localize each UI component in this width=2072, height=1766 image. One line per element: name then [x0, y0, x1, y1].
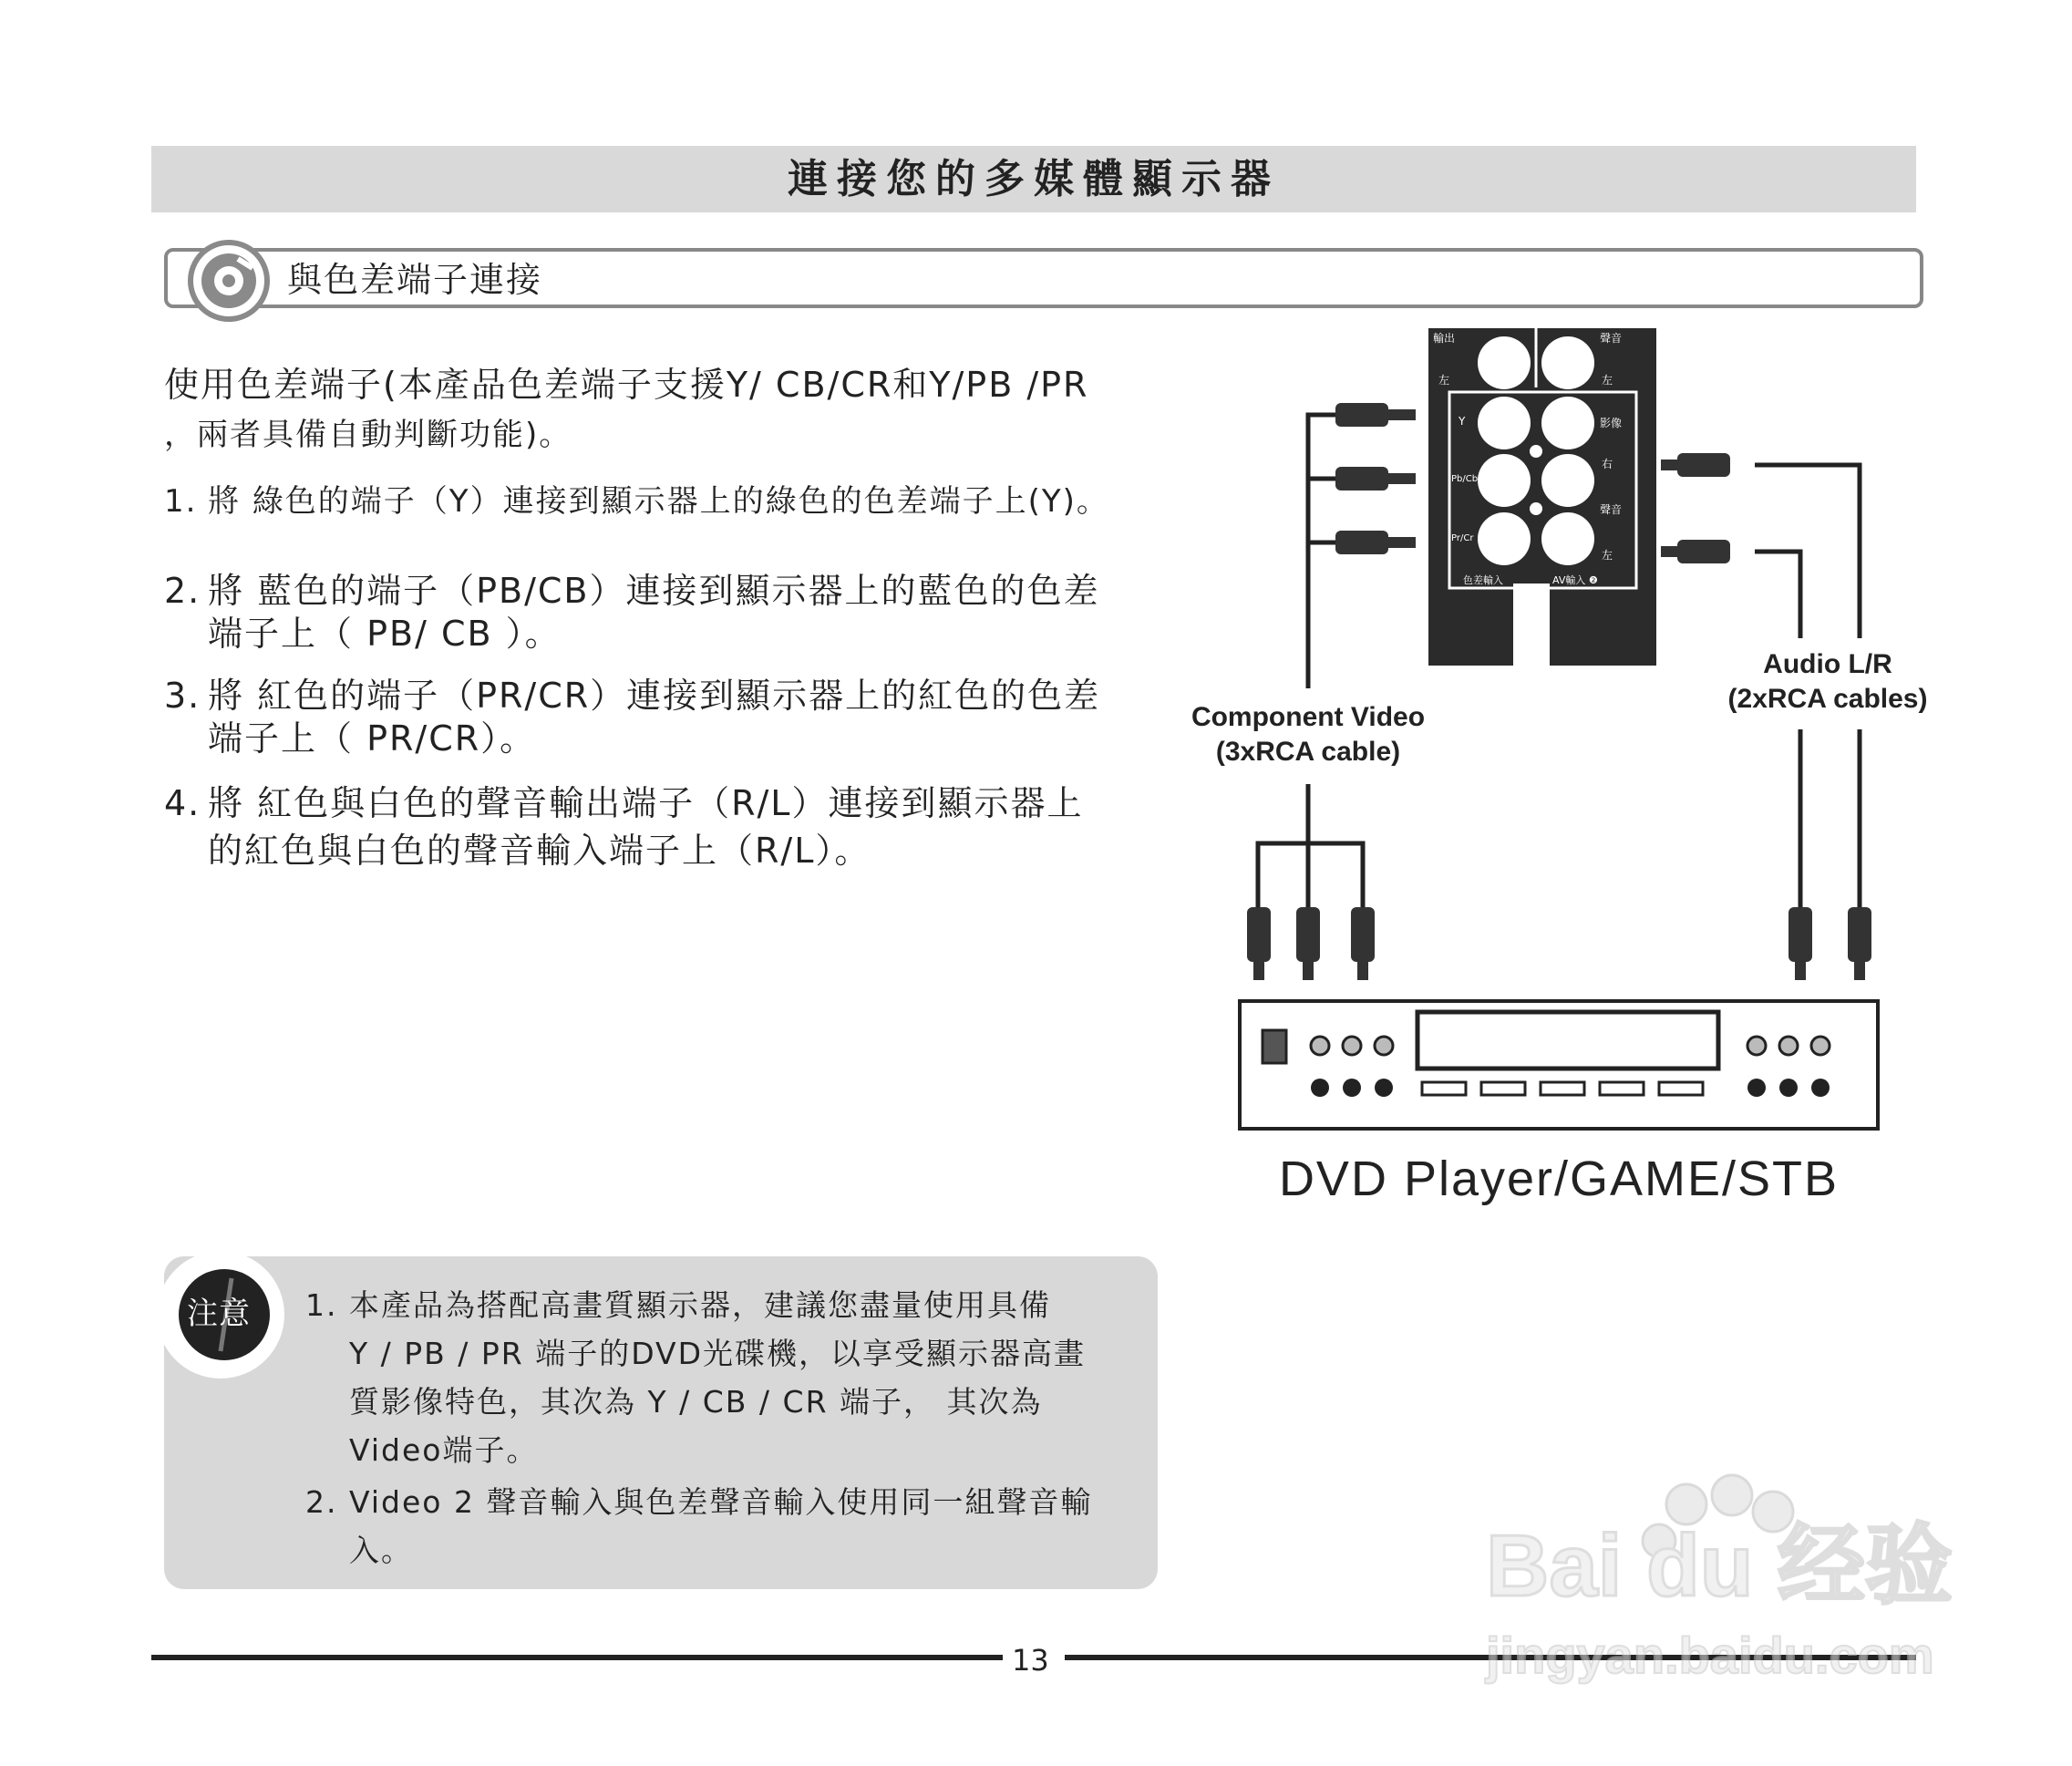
panel-label: 左 [1438, 374, 1450, 387]
rca-plug-icon [1661, 453, 1871, 980]
note-line: 本產品為搭配高畫質顯示器，建議您盡量使用具備 [349, 1287, 1051, 1323]
panel-label: 右 [1602, 458, 1613, 470]
label-line: (2xRCA cables) [1727, 684, 1928, 714]
panel-label: 輸出 [1433, 332, 1456, 345]
rca-plug-icon [1247, 403, 1416, 980]
panel-label: 左 [1602, 549, 1613, 562]
panel-label: Pr/Cr [1451, 533, 1474, 543]
watermark-url: jingyan.baidu.com [1486, 1627, 1934, 1684]
step-number: 2. [164, 571, 201, 611]
panel-label: 影像 [1600, 417, 1623, 429]
component-video-label [1185, 700, 1431, 769]
baidu-watermark-logo [1477, 1468, 1969, 1687]
panel-label: Pb/Cb [1451, 474, 1479, 484]
note-line: 質影像特色，其次為 Y / CB / CR 端子， 其次為 [349, 1384, 1043, 1420]
note-line: Video 2 聲音輸入與色差聲音輸入使用同一組聲音輸 [349, 1484, 1093, 1520]
panel-label: 聲音 [1600, 332, 1623, 345]
label-line: (3xRCA cable) [1215, 737, 1401, 767]
watermark-brand: Bai du 经验 [1486, 1517, 1953, 1615]
section-title: 與色差端子連接 [287, 260, 543, 300]
step-text: 端子上（ PB/ CB ）。 [208, 614, 562, 654]
step-text: 端子上（ PR/CR）。 [208, 718, 537, 759]
note-line: Video端子。 [349, 1432, 539, 1468]
step-number: 1. [164, 483, 198, 520]
page-number: 13 [1012, 1643, 1049, 1678]
step-text: 的紅色與白色的聲音輸入端子上（R/L）。 [208, 831, 871, 871]
step-text: 將 紅色的端子（PR/CR）連接到顯示器上的紅色的色差 [208, 676, 1101, 716]
note-line: 入。 [349, 1533, 413, 1568]
audio-lr-label [1718, 647, 1937, 717]
intro-line-1: 使用色差端子(本產品色差端子支援Y/ CB/CR和Y/PB /PR [164, 365, 1089, 405]
dvd-player-device [1240, 1001, 1878, 1129]
step-text: 將 紅色與白色的聲音輸出端子（R/L）連接到顯示器上 [208, 783, 1084, 823]
device-label: DVD Player/GAME/STB [1278, 1152, 1840, 1206]
step-number: 4. [164, 783, 201, 823]
step-text: 將 藍色的端子（PB/CB）連接到顯示器上的藍色的色差 [208, 571, 1100, 611]
label-line: Audio L/R [1763, 649, 1892, 679]
panel-label: AV輸入 ❷ [1552, 574, 1598, 586]
panel-label: Y [1459, 415, 1466, 428]
panel-label: 聲音 [1600, 503, 1623, 516]
step-number: 3. [164, 676, 201, 716]
panel-label: 色差輸入 [1463, 574, 1503, 586]
note-number: 1. [305, 1287, 338, 1323]
step-text: 將 綠色的端子（Y）連接到顯示器上的綠色的色差端子上(Y)。 [208, 483, 1109, 520]
panel-label: 左 [1602, 374, 1613, 387]
note-badge-label: 注意 [187, 1296, 251, 1332]
display-back-panel [1428, 328, 1656, 666]
note-number: 2. [305, 1484, 338, 1520]
note-line: Y / PB / PR 端子的DVD光碟機，以享受顯示器高畫 [349, 1336, 1087, 1371]
intro-line-2: ，兩者具備自動判斷功能)。 [164, 417, 572, 453]
label-line: Component Video [1191, 702, 1426, 732]
page-title: 連接您的多媒體顯示器 [788, 156, 1280, 202]
